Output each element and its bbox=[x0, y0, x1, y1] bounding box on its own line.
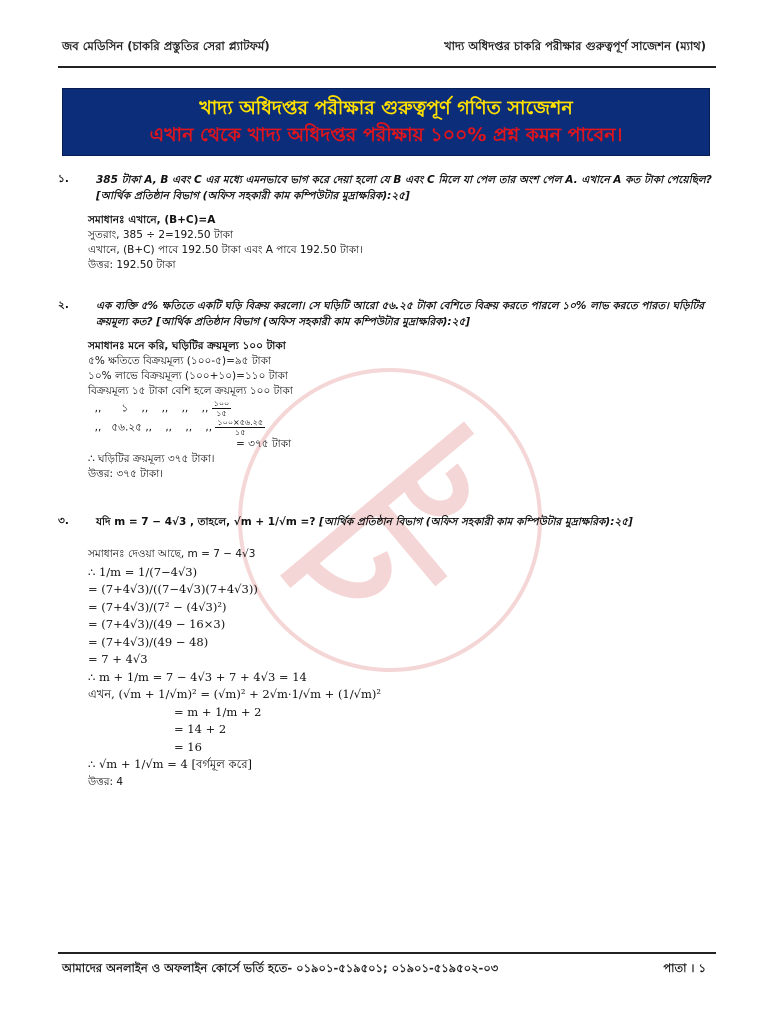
answer-line: উত্তর: 192.50 টাকা bbox=[88, 259, 176, 271]
solution-line: = m + 1/m + 2 bbox=[174, 704, 262, 719]
fraction bbox=[215, 418, 265, 437]
solution-line: = (7+4√3)/(49 − 48) bbox=[88, 634, 209, 649]
solution-line: বিক্রয়মূল্য ১৫ টাকা বেশি হলে ক্রয়মূল্য ১০০ টাকা bbox=[88, 385, 293, 397]
solution-line: = 16 bbox=[174, 739, 202, 754]
question-number: ৩. bbox=[58, 515, 69, 527]
solution-line: ∴ √m + 1/√m = 4 [বর্গমূল করে] bbox=[88, 757, 253, 771]
question-text bbox=[96, 514, 718, 530]
question-expression: যদি m = 7 − 4√3 , তাহলে, √m + 1/√m =? bbox=[96, 516, 316, 528]
solution-line-text: ,, ১ ,, ,, ,, ,, bbox=[88, 402, 209, 415]
question-reference: [আর্থিক প্রতিষ্ঠান বিভাগ (অফিস সহকারী কাম কম্পিউটার মুদ্রাক্ষরিক):২৫] bbox=[319, 516, 633, 528]
solution-line: এখানে, (B+C) পাবে 192.50 টাকা এবং A পাবে 192.50 টাকা। bbox=[88, 244, 363, 256]
solution-line: সমাধানঃ মনে করি, ঘড়িটির ক্রয়মূল্য ১০০ টাকা bbox=[88, 340, 286, 352]
solution-line: ∴ 1/m = 1/(7−4√3) bbox=[88, 564, 198, 579]
solution-line: সমাধানঃ এখানে, (B+C)=A bbox=[88, 214, 216, 226]
solution-line bbox=[88, 418, 293, 437]
solution-line: = 14 + 2 bbox=[174, 722, 227, 736]
solution-line: = (7+4√3)/(7² − (4√3)²) bbox=[88, 599, 227, 614]
solution-line: ১০% লাভে বিক্রয়মূল্য (১০০+১০)=১১০ টাকা bbox=[88, 370, 288, 382]
solution-line: এখন, (√m + 1/√m)² = (√m)² + 2√m·1/√m + (1/√m)² bbox=[88, 687, 381, 701]
title-banner bbox=[62, 88, 710, 156]
question-number: ২. bbox=[58, 299, 69, 311]
answer-line: উত্তর: ৩৭৫ টাকা। bbox=[88, 468, 164, 480]
header-right-text: খাদ্য অধিদপ্তর চাকরি পরীক্ষার গুরুত্বপূর্ণ সাজেশন (ম্যাথ) bbox=[444, 39, 706, 53]
solution-line bbox=[88, 399, 293, 418]
solution-line: সুতরাং, 385 ÷ 2=192.50 টাকা bbox=[88, 229, 234, 241]
fraction-denominator: ১৫ bbox=[216, 409, 227, 418]
solution-line: ৫% ক্ষতিতে বিক্রয়মূল্য (১০০-৫)=৯৫ টাকা bbox=[88, 355, 271, 367]
solution-line: ∴ m + 1/m = 7 − 4√3 + 7 + 4√3 = 14 bbox=[88, 669, 307, 684]
solution-line: = (7+4√3)/((7−4√3)(7+4√3)) bbox=[88, 582, 258, 596]
solution-line: = 7 + 4√3 bbox=[88, 652, 148, 666]
solution-3 bbox=[88, 546, 381, 791]
solution-line-text: ,, ৫৬.২৫ ,, ,, ,, ,, bbox=[88, 421, 213, 434]
fraction-numerator: ১০০ bbox=[213, 399, 230, 408]
header-left-text: জব মেডিসিন (চাকরি প্রস্তুতির সেরা প্ল্যাটফর্ম) bbox=[62, 39, 270, 53]
solution-2 bbox=[88, 339, 293, 482]
banner-subtitle: এখান থেকে খাদ্য অধিদপ্তর পরীক্ষায় ১০০% প্রশ্ন কমন পাবেন। bbox=[149, 124, 623, 146]
solution-line: সমাধানঃ দেওয়া আছে, m = 7 − 4√3 bbox=[88, 548, 256, 560]
question-text: 385 টাকা A, B এবং C এর মধ্যে এমনভাবে ভাগ করে দেয়া হলো যে B এবং C মিলে যা পেল তার অংশ পেল A. এখানে A কত টাকা পেয়েছিল? [আর্থিক প্রতিষ্ঠান বিভাগ (অফিস সহকারী কাম কম্পিউটার মুদ্রাক্ষরিক):২৫] bbox=[96, 174, 712, 202]
fraction-numerator: ১০০×৫৬.২৫ bbox=[217, 418, 264, 427]
solution-line: = (7+4√3)/(49 − 16×3) bbox=[88, 617, 226, 631]
fraction-denominator: ১৫ bbox=[235, 428, 246, 437]
question-text: এক ব্যক্তি ৫% ক্ষতিতে একটি ঘড়ি বিক্রয় করলো। সে ঘড়িটি আরো ৫৬.২৫ টাকা বেশিতে বিক্রয় করতে পারলে ১০% লাভ করতে পারত। ঘড়িটির ক্রয়মূল্য কত? [আর্থিক প্রতিষ্ঠান বিভাগ (অফিস সহকারী কাম কম্পিউটার মুদ্রাক্ষরিক):২৫] bbox=[96, 300, 705, 328]
banner-title: খাদ্য অধিদপ্তর পরীক্ষার গুরুত্বপূর্ণ গণিত সাজেশন bbox=[199, 97, 573, 119]
solution-1 bbox=[88, 213, 363, 273]
fraction bbox=[212, 399, 232, 418]
header-divider bbox=[58, 66, 716, 68]
answer-line: উত্তর: 4 bbox=[88, 775, 124, 788]
footer-divider bbox=[58, 952, 716, 954]
question-number: ১. bbox=[58, 173, 69, 185]
page-number: পাতা । ১ bbox=[663, 961, 706, 975]
footer-contact-text: আমাদের অনলাইন ও অফলাইন কোর্সে ভর্তি হতে- ০১৯০১-৫১৯৫০১; ০১৯০১-৫১৯৫০২-০৩ bbox=[62, 961, 499, 975]
solution-line: ∴ ঘড়িটির ক্রয়মূল্য ৩৭৫ টাকা। bbox=[88, 453, 215, 465]
solution-line: = ৩৭৫ টাকা bbox=[236, 438, 292, 450]
